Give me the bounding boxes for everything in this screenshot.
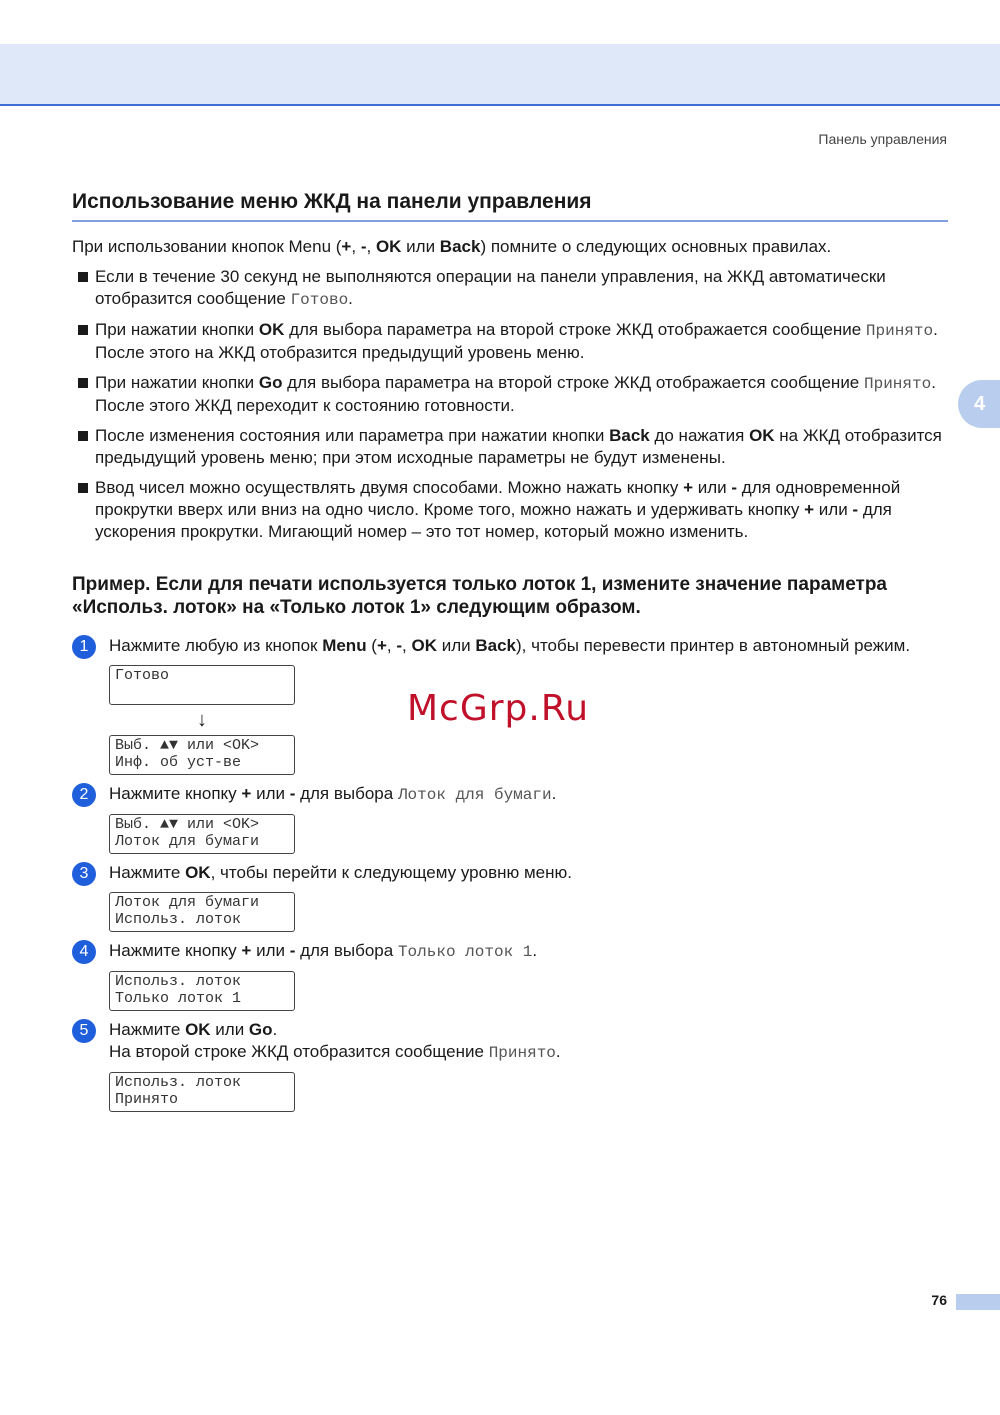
down-arrow-icon: ↓: [197, 709, 207, 731]
rule-text: Ввод чисел можно осуществлять двумя способами. Можно нажать кнопку: [95, 478, 684, 497]
rules-list: [72, 266, 952, 543]
watermark: McGrp.Ru: [407, 688, 590, 729]
lcd-message: Готово: [290, 291, 349, 309]
key-name: +: [683, 478, 694, 497]
key-name: +: [241, 941, 252, 960]
bullet-square-icon: [78, 483, 88, 493]
lcd-line-1: Использ. лоток: [115, 973, 242, 990]
lcd-display: [109, 971, 295, 1011]
bullet-square-icon: [78, 431, 88, 441]
ok-key: OK: [375, 237, 402, 256]
intro-sep: ,: [351, 237, 361, 256]
step-text-part: .: [555, 1042, 561, 1061]
rule-text: .: [348, 289, 353, 308]
bullet-square-icon: [78, 272, 88, 282]
key-name: Back: [609, 426, 650, 445]
rule-item: [72, 372, 952, 417]
key-name: OK: [185, 863, 211, 882]
bullet-square-icon: [78, 325, 88, 335]
step-4: [72, 940, 952, 1011]
chapter-tab: 4: [958, 380, 1000, 428]
step-text-part: ,: [386, 636, 397, 655]
lcd-message: Принято: [865, 322, 934, 340]
rule-text: или: [814, 500, 853, 519]
intro-text: ) помните о следующих основных правилах.: [480, 237, 832, 256]
main-content: [72, 236, 952, 1112]
key-name: -: [396, 636, 403, 655]
rule-text: При нажатии кнопки: [95, 320, 259, 339]
lcd-message: Принято: [864, 375, 932, 393]
step-text-part: , чтобы перейти к следующему уровню меню.: [210, 863, 572, 882]
lcd-display: [109, 1072, 295, 1112]
key-name: Go: [248, 1020, 273, 1039]
step-text-part: Нажмите: [109, 863, 186, 882]
lcd-message: Принято: [488, 1044, 556, 1062]
step-text: [109, 1019, 952, 1041]
lcd-message: Лоток для бумаги: [397, 786, 552, 804]
key-name: -: [731, 478, 738, 497]
rule-text: на ЖКД отобразится предыдущий уровень меню; при этом исходные параметры не будут изменены.: [95, 426, 942, 467]
lcd-line-1: Готово: [115, 667, 170, 684]
step-text: [109, 635, 952, 657]
rule-text: для ускорения прокрутки. Мигающий номер – это тот номер, который можно изменить.: [95, 500, 892, 541]
intro-sep: ,: [366, 237, 376, 256]
step-text: [109, 783, 952, 806]
step-text-part: для выбора: [295, 784, 398, 803]
lcd-line-1: Использ. лоток: [115, 1074, 242, 1091]
key-name: -: [289, 941, 296, 960]
step-text-part: (: [366, 636, 377, 655]
lcd-line-1: Выб. ▲▼ или <OK>: [115, 816, 260, 833]
key-name: +: [241, 784, 252, 803]
step-text-part: или: [251, 941, 290, 960]
step-number-icon: 1: [72, 635, 96, 659]
lcd-line-2: Принято: [115, 1091, 179, 1108]
step-text-part: .: [532, 941, 538, 960]
key-name: Menu: [322, 636, 367, 655]
section-title: Использование меню ЖКД на панели управления: [72, 190, 948, 222]
example-title: Пример. Если для печати используется только лоток 1, измените значение параметра «Использ. лоток» на «Только лоток 1» следующим образом.: [72, 574, 887, 618]
lcd-display: [109, 665, 295, 705]
rule-text: или: [693, 478, 732, 497]
step-text-part: или: [210, 1020, 249, 1039]
rule-text: Если в течение 30 секунд не выполняются операции на панели управления, на ЖКД автоматически отобразится сообщение: [95, 267, 886, 308]
key-name: Back: [475, 636, 516, 655]
step-text-part: .: [551, 784, 557, 803]
step-text-line-2: [109, 1041, 952, 1064]
intro-paragraph: [72, 236, 952, 258]
key-name: +: [376, 636, 387, 655]
key-name: Go: [258, 373, 283, 392]
step-text-part: для выбора: [295, 941, 398, 960]
lcd-display: [109, 892, 295, 932]
step-text-part: ), чтобы перевести принтер в автономный режим.: [515, 636, 911, 655]
rule-text: После изменения состояния или параметра при нажатии кнопки: [95, 426, 610, 445]
key-name: OK: [411, 636, 437, 655]
step-text-part: Нажмите кнопку: [109, 784, 242, 803]
step-3: [72, 862, 952, 932]
key-name: OK: [185, 1020, 211, 1039]
running-head: Панель управления: [818, 131, 947, 147]
lcd-line-2: [115, 684, 289, 701]
step-text-part: .: [272, 1020, 278, 1039]
rule-text: до нажатия: [649, 426, 750, 445]
lcd-line-2: Инф. об уст-ве: [115, 754, 242, 771]
rule-text: При нажатии кнопки: [95, 373, 259, 392]
key-name: +: [804, 500, 815, 519]
lcd-display: [109, 814, 295, 854]
step-text: [109, 862, 952, 884]
rule-text: . После этого ЖКД переходит к состоянию готовности.: [95, 373, 936, 415]
lcd-line-2: Только лоток 1: [115, 990, 242, 1007]
rule-item: [72, 477, 952, 543]
lcd-display: [109, 735, 295, 775]
step-number-icon: 4: [72, 940, 96, 964]
rule-text: для выбора параметра на второй строке ЖКД отображается сообщение: [282, 373, 864, 392]
step-text-part: Нажмите кнопку: [109, 941, 242, 960]
intro-text: При использовании кнопок Menu (: [72, 237, 342, 256]
rule-item: [72, 319, 952, 364]
step-5: [72, 1019, 952, 1112]
minus-key: -: [360, 237, 367, 256]
step-text-part: ,: [402, 636, 412, 655]
plus-key: +: [341, 237, 352, 256]
lcd-message: Только лоток 1: [397, 943, 533, 961]
rule-text: для одновременной прокрутки вверх или вниз на одно число. Кроме того, можно нажать и удерживать кнопку: [95, 478, 901, 519]
lcd-line-2: Лоток для бумаги: [115, 833, 260, 850]
rule-item: [72, 425, 952, 469]
step-text-part: или: [436, 636, 476, 655]
lcd-line-1: Лоток для бумаги: [115, 894, 260, 911]
key-name: OK: [258, 320, 285, 339]
header-band: [0, 44, 1000, 106]
back-key: Back: [439, 237, 481, 256]
key-name: -: [852, 500, 859, 519]
lcd-line-1: Выб. ▲▼ или <OK>: [115, 737, 260, 754]
step-text-part: Нажмите: [109, 1020, 186, 1039]
step-number-icon: 2: [72, 783, 96, 807]
rule-text: . После этого на ЖКД отобразится предыдущий уровень меню.: [95, 320, 938, 362]
step-text-part: Нажмите любую из кнопок: [109, 636, 323, 655]
key-name: OK: [749, 426, 775, 445]
page-number-band: [956, 1294, 1000, 1310]
step-text-part: или: [251, 784, 290, 803]
intro-or: или: [401, 237, 440, 256]
bullet-square-icon: [78, 378, 88, 388]
rule-text: для выбора параметра на второй строке ЖКД отображается сообщение: [284, 320, 866, 339]
step-text: [109, 940, 952, 963]
lcd-line-2: Использ. лоток: [115, 911, 242, 928]
step-number-icon: 5: [72, 1019, 96, 1043]
rule-item: [72, 266, 952, 311]
key-name: -: [289, 784, 296, 803]
step-2: [72, 783, 952, 854]
page-number: 76: [931, 1292, 947, 1308]
step-number-icon: 3: [72, 862, 96, 886]
step-text-part: На второй строке ЖКД отобразится сообщение: [109, 1042, 489, 1061]
